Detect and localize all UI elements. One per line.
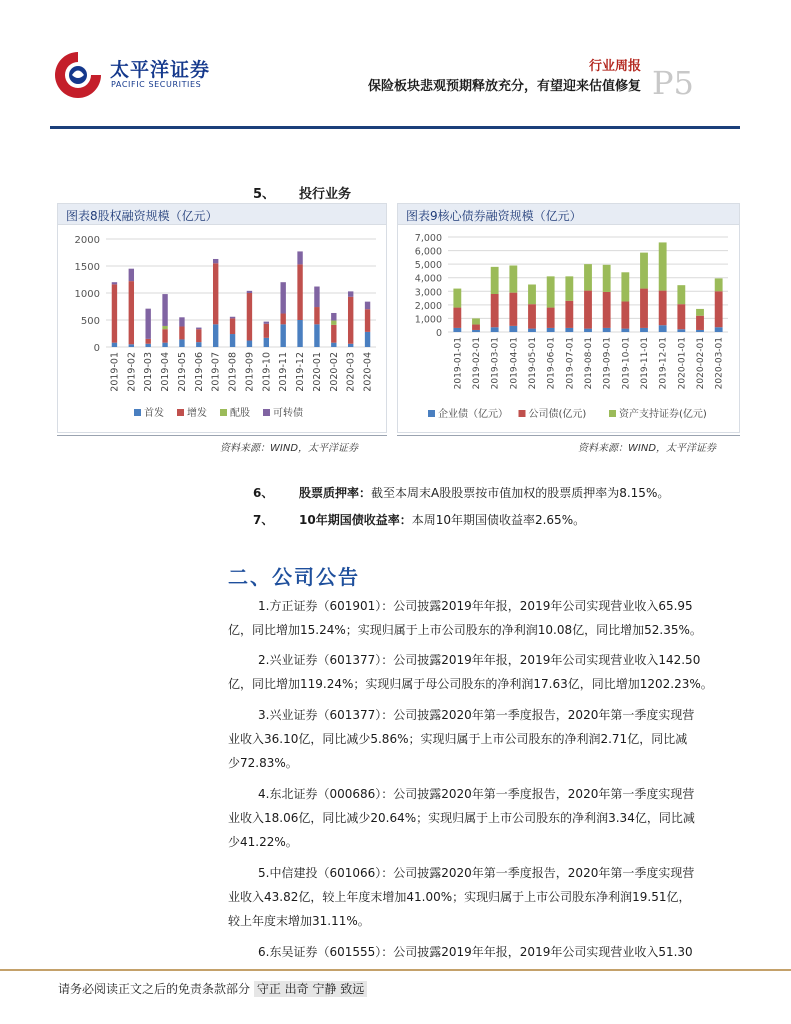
x-tick-label: 2019-11 [278, 352, 290, 392]
source-divider [57, 435, 387, 436]
paragraph-line: 业收入43.82亿，较上年度末增加41.00%；实现归属于上市公司股东净利润19.51亿， [228, 890, 691, 904]
legend-label: 配股 [230, 408, 250, 419]
bar-segment [264, 324, 269, 338]
legend-label: 资产支持证券(亿元) [619, 409, 707, 420]
bar-segment [547, 276, 555, 307]
bar-segment [621, 329, 629, 332]
x-tick-label: 2019-12 [295, 352, 307, 392]
y-tick-label: 5,000 [414, 260, 442, 272]
bar-segment [640, 289, 648, 328]
bar-segment [280, 324, 285, 347]
bar-segment [348, 344, 353, 347]
source-divider [397, 435, 740, 436]
bar-segment [715, 291, 723, 327]
legend-swatch [220, 409, 227, 416]
x-tick-label: 2019-10 [261, 352, 273, 392]
footer-disclaimer: 请务必阅读正文之后的免责条款部分 [58, 982, 251, 996]
bar-segment [179, 339, 184, 347]
bar-segment [213, 263, 218, 324]
bar-segment [491, 267, 499, 294]
section-5-heading [253, 183, 351, 202]
x-tick-label: 2019-12-01 [658, 337, 669, 390]
bar-segment [584, 329, 592, 332]
x-tick-label: 2020-04 [362, 352, 374, 392]
item-7-number: 7、 [253, 513, 274, 527]
bar-segment [314, 287, 319, 308]
bar-segment [162, 294, 167, 326]
header-divider [50, 126, 740, 129]
paragraph-line: 少72.83%。 [228, 756, 298, 770]
bar-segment [112, 282, 117, 284]
section-2-title: 二、公司公告 [228, 565, 360, 589]
bar-segment [584, 291, 592, 329]
bar-segment [453, 308, 461, 328]
bond-chart-title: 图表9核心债券融资规模（亿元） [406, 209, 582, 223]
x-tick-label: 2020-03-01 [714, 337, 725, 390]
bar-segment [547, 328, 555, 332]
bar-segment [453, 328, 461, 332]
bar-segment [230, 317, 235, 319]
left-chart-source: 资料来源：WIND，太平洋证券 [220, 443, 359, 454]
paragraph-line: 亿，同比增加15.24%；实现归属于上市公司股东的净利润10.08亿，同比增加52.35%。 [228, 623, 702, 637]
bar-segment [621, 272, 629, 301]
bar-segment [491, 294, 499, 327]
y-tick-label: 1500 [74, 262, 100, 273]
legend-label: 公司债(亿元) [528, 409, 587, 420]
bar-segment [677, 329, 685, 332]
company-logo-icon [50, 48, 106, 102]
bar-segment [196, 328, 201, 330]
x-tick-label: 2019-09-01 [602, 337, 613, 390]
bar-segment [179, 326, 184, 339]
bar-segment [145, 344, 150, 347]
bar-segment [247, 341, 252, 347]
x-tick-label: 2019-02-01 [472, 337, 482, 390]
paragraph-line: 亿，同比增加119.24%；实现归属于母公司股东的净利润17.63亿，同比增加1202.23%。 [228, 677, 713, 691]
bar-segment [112, 284, 117, 342]
company-name-en: PACIFIC SECURITIES [111, 80, 202, 89]
bar-segment [677, 304, 685, 329]
paragraph-line: 4.东北证券（000686）：公司披露2020年第一季度报告，2020年第一季度实现营 [258, 787, 695, 801]
bar-segment [603, 265, 611, 292]
y-tick-label: 3,000 [414, 287, 442, 299]
bar-segment [230, 318, 235, 334]
bar-segment [509, 326, 517, 332]
item-6-number: 6、 [253, 486, 274, 500]
bar-segment [509, 293, 517, 326]
paragraph-line: 业收入36.10亿，同比减少5.86%；实现归属于上市公司股东的净利润2.71亿，同比减 [228, 732, 688, 746]
bar-segment [213, 324, 218, 347]
x-tick-label: 2020-02-01 [696, 337, 706, 390]
bar-segment [472, 330, 480, 332]
bar-segment [331, 325, 336, 343]
bar-segment [297, 264, 302, 320]
company-name-cn: 太平洋证券 [110, 59, 211, 81]
bond-financing-chart-panel [397, 203, 740, 433]
bar-segment [297, 320, 302, 347]
x-tick-label: 2019-04-01 [509, 337, 520, 390]
section-5-number: 5、 [253, 187, 276, 202]
x-tick-label: 2019-11-01 [640, 337, 650, 390]
x-tick-label: 2019-07 [210, 352, 222, 392]
bar-segment [659, 242, 667, 290]
y-tick-label: 4,000 [414, 273, 442, 285]
bar-segment [640, 253, 648, 289]
paragraph-line: 较上年度末增加31.11%。 [228, 914, 370, 928]
bar-segment [677, 285, 685, 304]
legend-swatch [263, 409, 270, 416]
section-5-title: 投行业务 [299, 187, 352, 202]
bar-segment [129, 281, 134, 344]
legend-label: 首发 [144, 408, 164, 419]
bar-segment [247, 293, 252, 341]
bar-segment [659, 291, 667, 326]
footer-motto: 守正 出奇 宁静 致远 [254, 981, 367, 997]
legend-swatch [134, 409, 141, 416]
x-tick-label: 2020-01-01 [677, 337, 688, 390]
bar-segment [145, 339, 150, 344]
item-7-label: 10年期国债收益率： [299, 513, 412, 527]
paragraph-line: 少41.22%。 [228, 835, 298, 849]
bar-segment [230, 334, 235, 347]
bar-segment [196, 329, 201, 342]
x-tick-label: 2019-10-01 [621, 337, 632, 390]
bar-segment [112, 343, 117, 347]
bar-segment [528, 285, 536, 305]
bar-segment [584, 264, 592, 290]
x-tick-label: 2020-01 [311, 352, 323, 392]
y-tick-label: 0 [93, 343, 100, 354]
legend-swatch [428, 410, 435, 417]
x-tick-label: 2019-08-01 [584, 337, 594, 390]
bar-segment [715, 327, 723, 332]
bar-segment [640, 328, 648, 332]
item-6-label: 股票质押率： [299, 486, 372, 500]
x-tick-label: 2020-03 [345, 352, 357, 392]
right-chart-source: 资料来源：WIND，太平洋证券 [578, 443, 717, 454]
legend-label: 企业债（亿元） [438, 409, 508, 420]
x-tick-label: 2019-01 [109, 352, 121, 392]
bar-segment [348, 297, 353, 344]
paragraph-line: 2.兴业证券（601377）：公司披露2019年年报，2019年公司实现营业收入142.50 [258, 653, 701, 667]
bar-segment [472, 318, 480, 324]
bar-segment [365, 302, 370, 310]
y-tick-label: 2,000 [414, 300, 442, 312]
bar-segment [280, 314, 285, 325]
equity-financing-chart-panel [57, 203, 387, 433]
y-tick-label: 7,000 [414, 233, 442, 244]
bar-segment [162, 343, 167, 347]
legend-swatch [519, 410, 526, 417]
chart-header [58, 204, 386, 225]
bar-segment [696, 330, 704, 332]
bar-segment [472, 325, 480, 330]
bar-segment [314, 324, 319, 347]
paragraph-line: 6.东吴证券（601555）：公司披露2019年年报，2019年公司实现营业收入51.30 [258, 945, 693, 959]
x-tick-label: 2019-06-01 [546, 337, 557, 390]
bar-segment [715, 278, 723, 291]
bar-segment [264, 338, 269, 347]
bar-segment [348, 291, 353, 296]
bar-segment [129, 269, 134, 281]
item-6 [253, 484, 669, 501]
bar-segment [331, 321, 336, 325]
bar-segment [162, 326, 167, 329]
bar-segment [565, 301, 573, 328]
y-tick-label: 1,000 [414, 314, 442, 326]
x-tick-label: 2019-07-01 [565, 337, 576, 390]
bar-segment [365, 309, 370, 332]
item-7 [253, 511, 585, 528]
x-tick-label: 2019-02 [126, 352, 138, 392]
bar-segment [297, 251, 302, 264]
page-number: P5 [652, 64, 694, 102]
report-headline: 保险板块悲观预期释放充分，有望迎来估值修复 [367, 79, 641, 94]
bar-segment [621, 301, 629, 328]
bond-financing-chart [398, 225, 739, 432]
bar-segment [696, 309, 704, 316]
footer [58, 980, 367, 997]
bar-segment [491, 327, 499, 332]
x-tick-label: 2019-01-01 [453, 337, 464, 390]
legend-swatch [177, 409, 184, 416]
bar-segment [453, 289, 461, 308]
item-6-text: 截至本周末A股股票按市值加权的股票质押率为8.15%。 [371, 486, 670, 500]
bar-segment [603, 292, 611, 328]
bar-segment [528, 304, 536, 328]
paragraph-line: 3.兴业证券（601377）：公司披露2020年第一季度报告，2020年第一季度实现营 [258, 708, 695, 722]
x-tick-label: 2019-03 [143, 352, 155, 392]
x-tick-label: 2019-04 [160, 352, 172, 392]
equity-financing-chart [58, 225, 386, 432]
bar-segment [331, 343, 336, 347]
y-tick-label: 2000 [74, 235, 100, 246]
x-tick-label: 2019-05-01 [528, 337, 538, 390]
x-tick-label: 2019-09 [244, 352, 256, 392]
bar-segment [179, 317, 184, 326]
footer-divider [0, 969, 791, 971]
bar-segment [365, 332, 370, 347]
bar-segment [331, 313, 336, 321]
bar-segment [264, 322, 269, 324]
bar-segment [280, 282, 285, 313]
bar-segment [196, 342, 201, 347]
item-7-text: 本周10年期国债收益率2.65%。 [411, 513, 586, 527]
x-tick-label: 2020-02 [328, 352, 340, 392]
bar-segment [565, 328, 573, 332]
bar-segment [696, 316, 704, 330]
y-tick-label: 1000 [74, 289, 100, 300]
paragraph-line: 1.方正证券（601901）：公司披露2019年年报，2019年公司实现营业收入65.95 [258, 599, 693, 613]
y-tick-label: 0 [435, 328, 442, 339]
paragraph-line: 业收入18.06亿，同比减少20.64%；实现归属于上市公司股东的净利润3.34亿，同比减 [228, 811, 695, 825]
bar-segment [509, 266, 517, 293]
bar-segment [528, 329, 536, 332]
legend-label: 增发 [187, 408, 207, 419]
x-tick-label: 2019-06 [193, 352, 205, 392]
bar-segment [547, 308, 555, 328]
bar-segment [162, 329, 167, 343]
bar-segment [565, 276, 573, 300]
bar-segment [247, 291, 252, 293]
bar-segment [659, 325, 667, 332]
legend-label: 可转债 [273, 408, 303, 419]
bar-segment [129, 344, 134, 347]
bar-segment [145, 309, 150, 339]
y-tick-label: 6,000 [414, 246, 442, 258]
x-tick-label: 2019-08 [227, 352, 239, 392]
equity-chart-title: 图表8股权融资规模（亿元） [66, 209, 218, 223]
x-tick-label: 2019-05 [176, 352, 188, 392]
bar-segment [314, 307, 319, 324]
paragraph-line: 5.中信建投（601066）：公司披露2020年第一季度报告，2020年第一季度实现营 [258, 866, 695, 880]
x-tick-label: 2019-03-01 [490, 337, 501, 390]
bar-segment [213, 259, 218, 263]
y-tick-label: 500 [80, 316, 100, 327]
chart-header [398, 204, 739, 225]
legend-swatch [609, 410, 616, 417]
report-type: 行业周报 [588, 59, 641, 74]
bar-segment [603, 328, 611, 332]
